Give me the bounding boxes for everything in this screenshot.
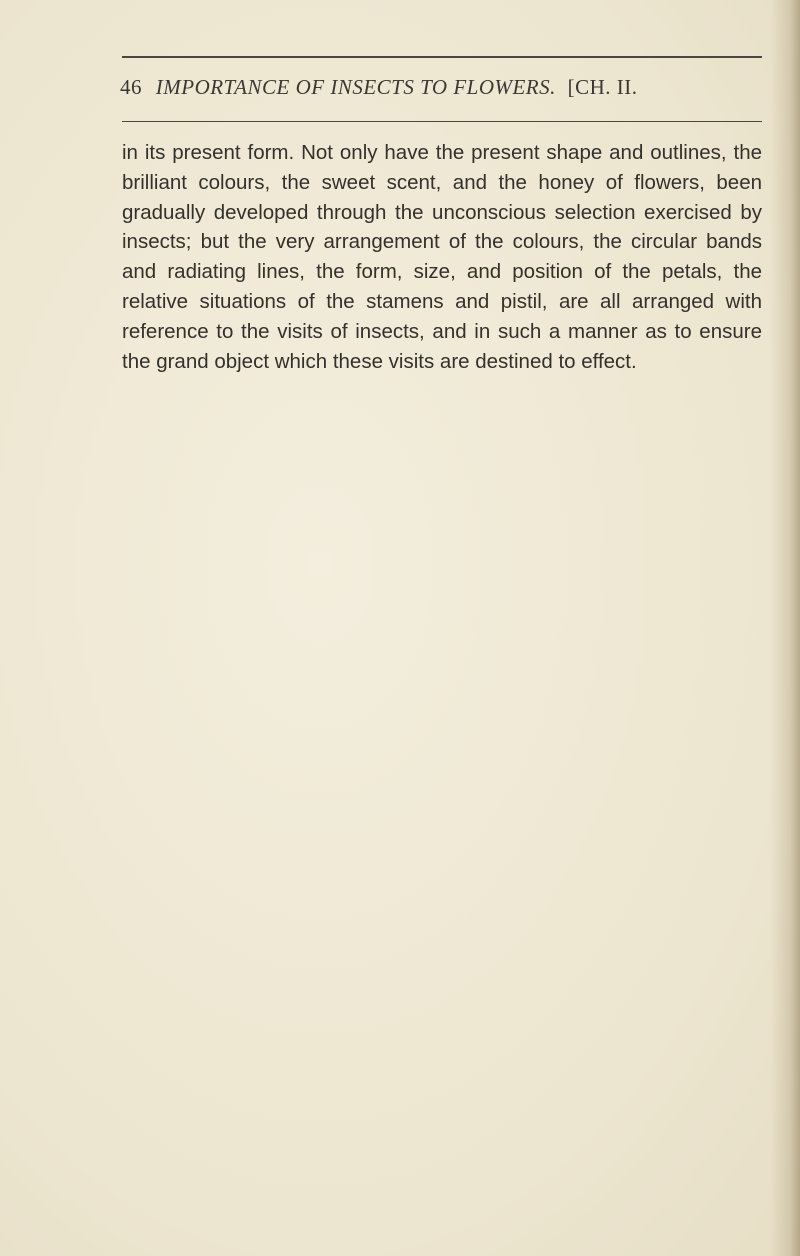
page-number: 46 <box>120 75 142 99</box>
header-top-rule <box>122 56 762 58</box>
running-header <box>120 75 770 100</box>
chapter-label: [CH. II. <box>567 75 638 99</box>
running-title: IMPORTANCE OF INSECTS TO FLOWERS. <box>155 75 556 99</box>
body-paragraph: in its present form. Not only have the present shape and outlines, the brilliant colours, the sweet scent, and the honey of flowers, been gradually developed through the unconscious selection exercised by insects; but the very arrangement of the colours, the circular bands and radiating lines, the form, size, and position of the petals, the relative situations of the stamens and pistil, are all arranged with reference to the visits of insects, and in such a manner as to ensure the grand object which these visits are destined to effect. <box>122 141 762 373</box>
header-bottom-rule <box>122 121 762 122</box>
